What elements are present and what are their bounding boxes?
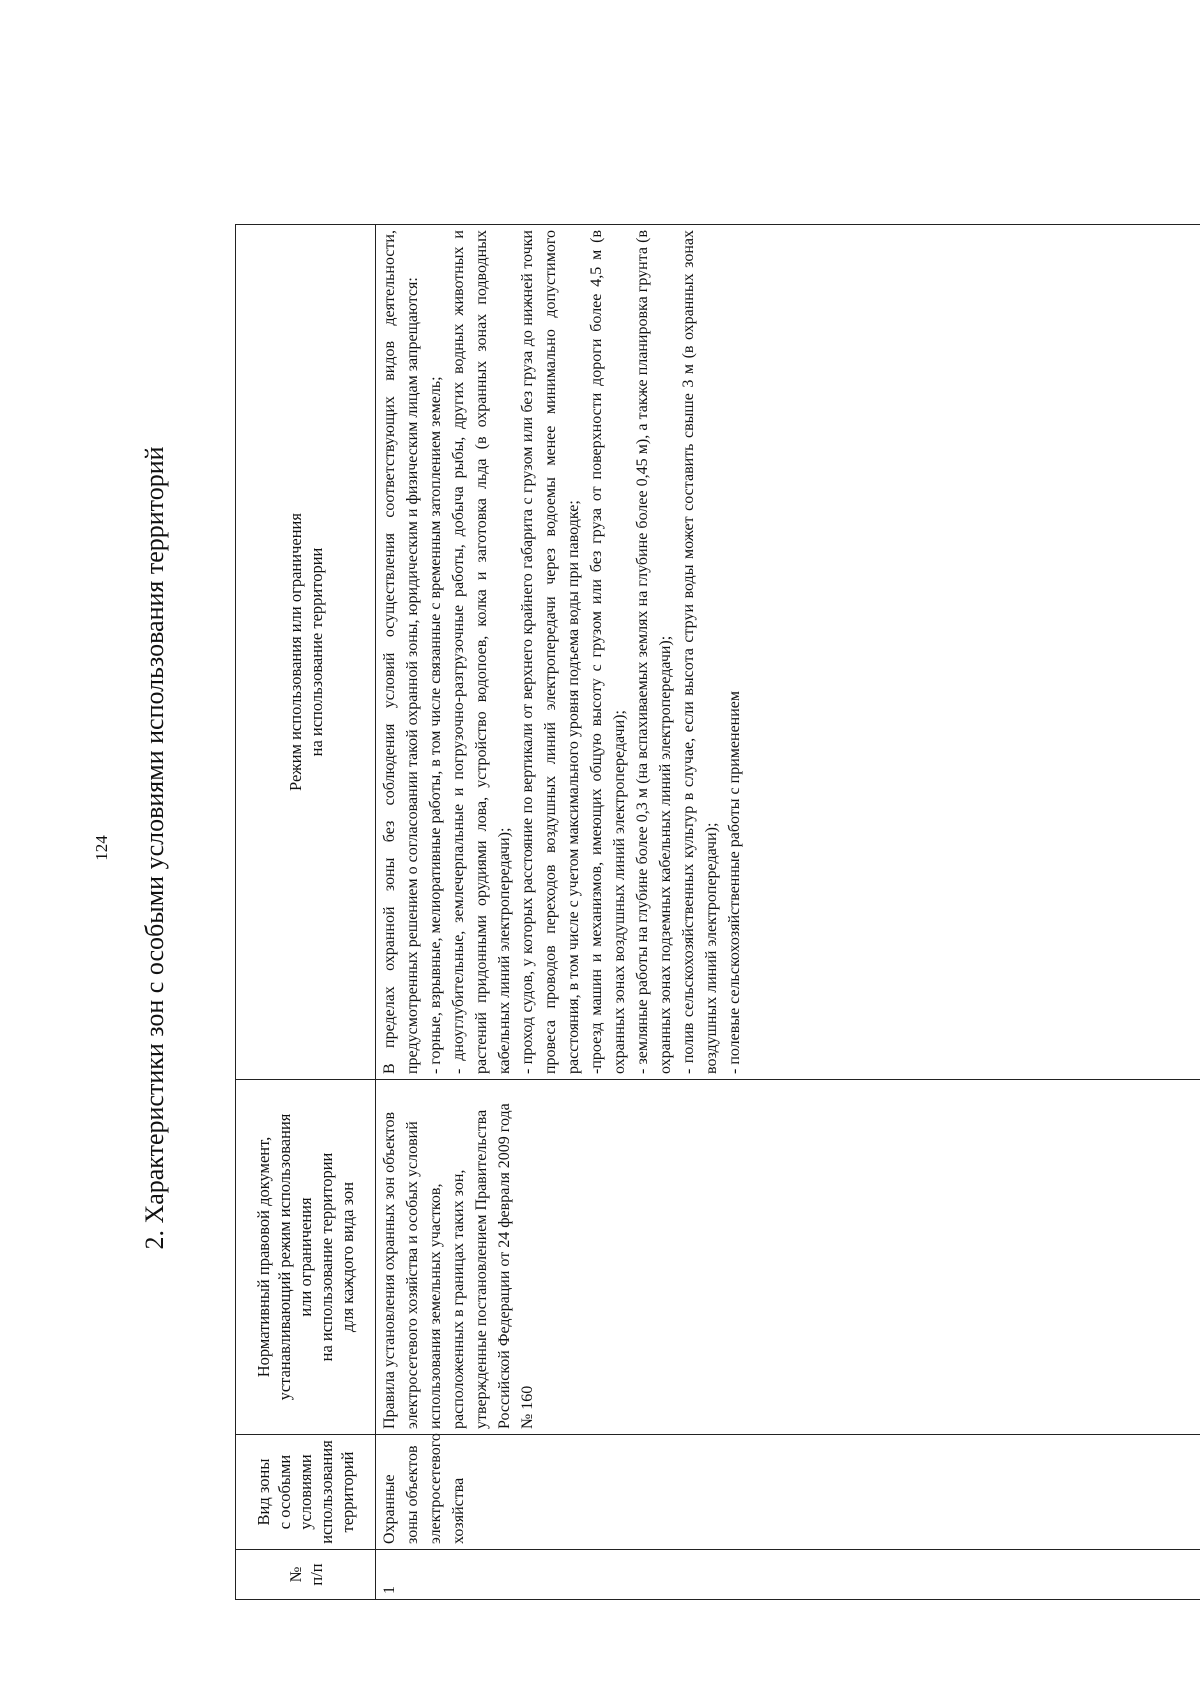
header-zone-type: Вид зоны с особыми условиями использования территорий: [236, 1435, 376, 1550]
regime-intro: В пределах охранной зоны без соблюдения условий осуществления соответствующих видов деятельности, предусмотренных решением о согласовании такой охранной зоны, юридическим и физическим лицам запрещаются:: [381, 230, 421, 1074]
header-regime: Режим использования или ограничения на использование территории: [236, 225, 376, 1080]
header-num: № п/п: [236, 1550, 376, 1600]
regime-item: - проход судов, у которых расстояние по вертикали от верхнего крайнего габарита с грузом или без груза до нижней точки провеса проводов переходов воздушных линий электропередачи через водоемы менее минимально допустимого расстояния, в том числе с учетом максимального уровня подъема воды при паводке;: [519, 230, 582, 1074]
regime-item: -проезд машин и механизмов, имеющих общую высоту с грузом или без груза от поверхности дороги более 4,5 м (в охранных зонах воздушных линий электропередачи);: [588, 230, 628, 1074]
section-title: 2. Характеристики зон с особыми условиями использования территорий: [140, 446, 169, 1250]
regime-item: - горные, взрывные, мелиоративные работы, в том числе связанные с временным затоплением земель;: [427, 376, 444, 1074]
regime-item: - дноуглубительные, землечерпальные и погрузочно-разгрузочные работы, добыча рыбы, других водных животных и растений придонными орудиями лова, устройство водопоев, колка и заготовка льда (в охранных зонах подводных кабельных линий электропередачи);: [450, 230, 513, 1074]
table-row: [376, 225, 1200, 1600]
cell-regime: [376, 225, 1200, 1080]
header-document: Нормативный правовой документ, устанавливающий режим использования или ограничения на использование территории для каждого вида зон: [236, 1080, 376, 1435]
cell-zone-type: Охранные зоны объектов электросетевого хозяйства: [376, 1435, 1200, 1550]
cell-document: Правила установления охранных зон объектов электросетевого хозяйства и особых условий использования земельных участков, расположенных в границах таких зон, утвержденные постановлением Правительства Российской Федерации от 24 февраля 2009 года № 160: [376, 1080, 1200, 1435]
cell-num: 1: [376, 1550, 1200, 1600]
regime-item: - земляные работы на глубине более 0,3 м (на вспахиваемых землях на глубине более 0,45 м), а также планировка грунта (в охранных зонах подземных кабельных линий электропередачи);: [634, 230, 674, 1074]
page-number: 124: [92, 835, 111, 861]
table-header-row: [236, 225, 376, 1600]
zones-table: [235, 224, 1200, 1600]
regime-item: - полевые сельскохозяйственные работы с применением: [726, 690, 743, 1074]
regime-item: - полив сельскохозяйственных культур в случае, если высота струи воды может составить свыше 3 м (в охранных зонах воздушных линий электропередачи);: [680, 230, 720, 1074]
